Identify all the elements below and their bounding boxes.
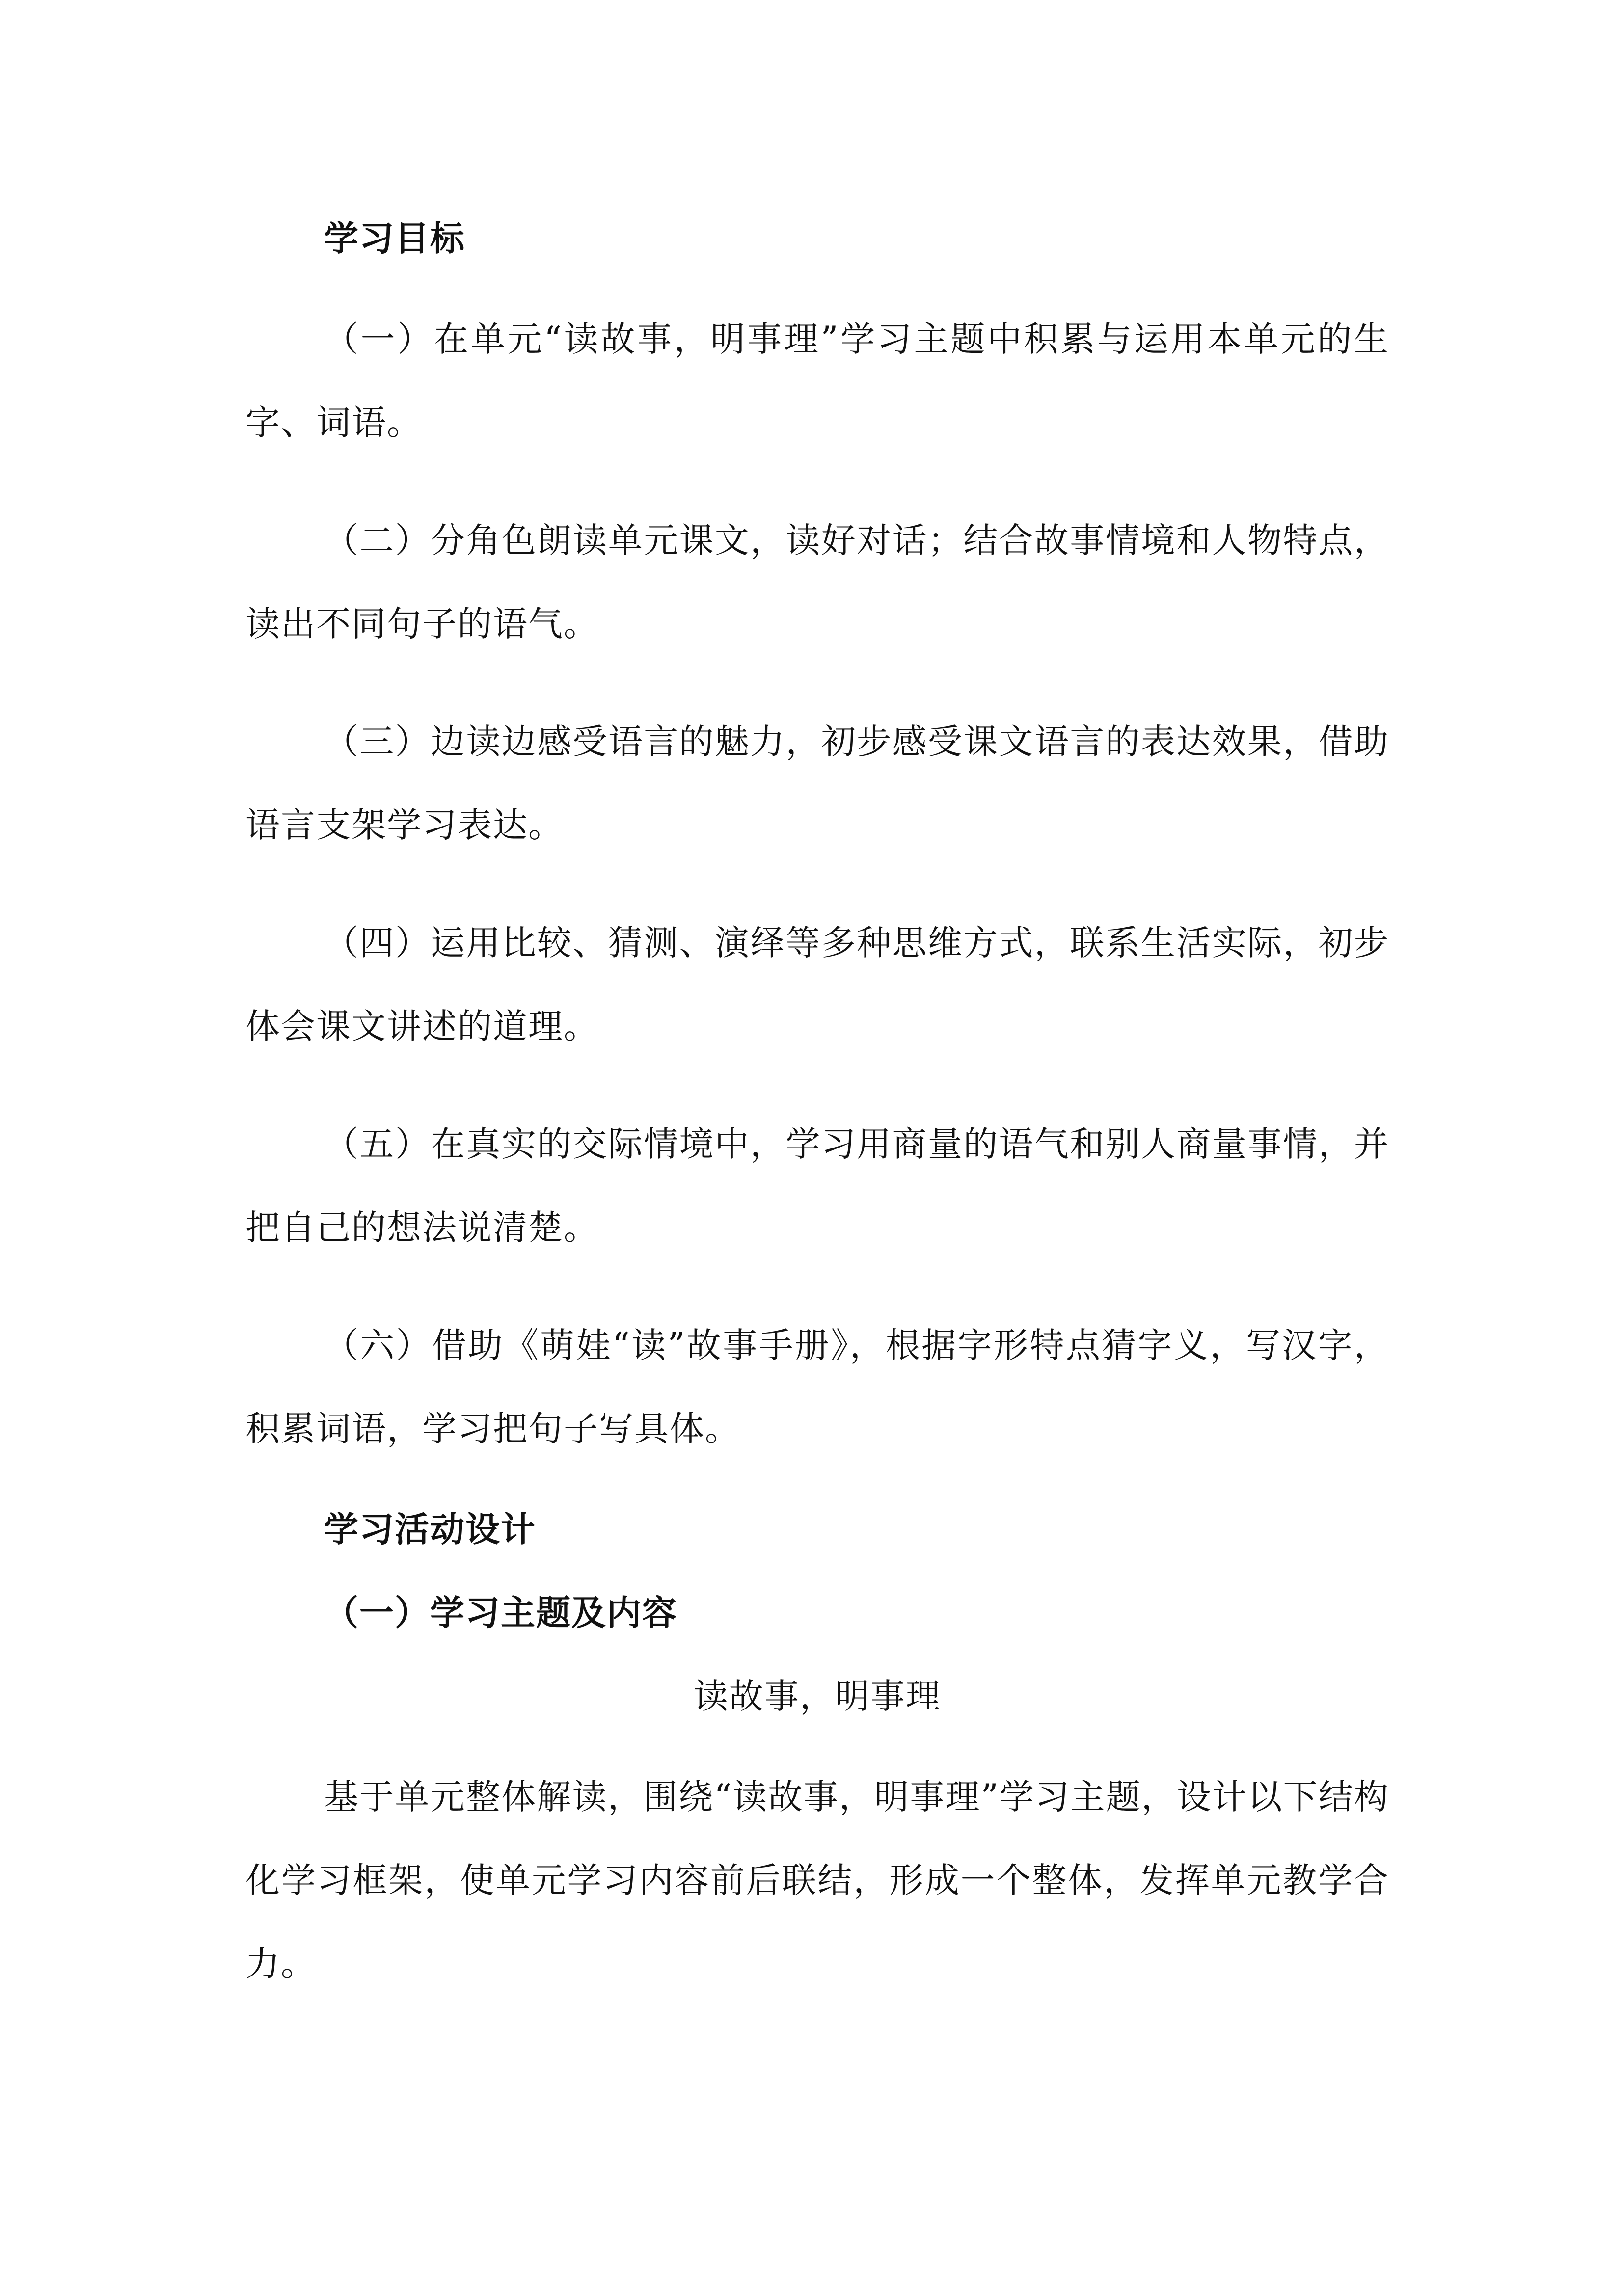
objective-item-1: （一）在单元“读故事，明事理”学习主题中积累与运用本单元的生字、词语。 <box>245 319 1389 443</box>
theme-content-subheading: （一）学习主题及内容 <box>324 1592 677 1633</box>
objective-item-2: （二）分角色朗读单元课文，读好对话；结合故事情境和人物特点，读出不同句子的语气。 <box>245 520 1389 644</box>
framework-paragraph: 基于单元整体解读，围绕“读故事，明事理”学习主题，设计以下结构化学习框架，使单元学习内容前后联结，形成一个整体，发挥单元教学合力。 <box>245 1777 1389 1984</box>
objective-item-6: （六）借助《萌娃“读”故事手册》，根据字形特点猜字义，写汉字，积累词语，学习把句子写具体。 <box>245 1325 1389 1449</box>
objectives-heading: 学习目标 <box>324 218 465 259</box>
document-content <box>245 214 1389 2040</box>
theme-title: 读故事，明事理 <box>694 1676 941 1716</box>
activities-heading: 学习活动设计 <box>324 1509 536 1549</box>
objective-item-5: （五）在真实的交际情境中，学习用商量的语气和别人商量事情，并把自己的想法说清楚。 <box>245 1124 1389 1248</box>
objective-item-4: （四）运用比较、猜测、演绎等多种思维方式，联系生活实际，初步体会课文讲述的道理。 <box>245 923 1389 1046</box>
objective-item-3: （三）边读边感受语言的魅力，初步感受课文语言的表达效果，借助语言支架学习表达。 <box>245 721 1389 845</box>
